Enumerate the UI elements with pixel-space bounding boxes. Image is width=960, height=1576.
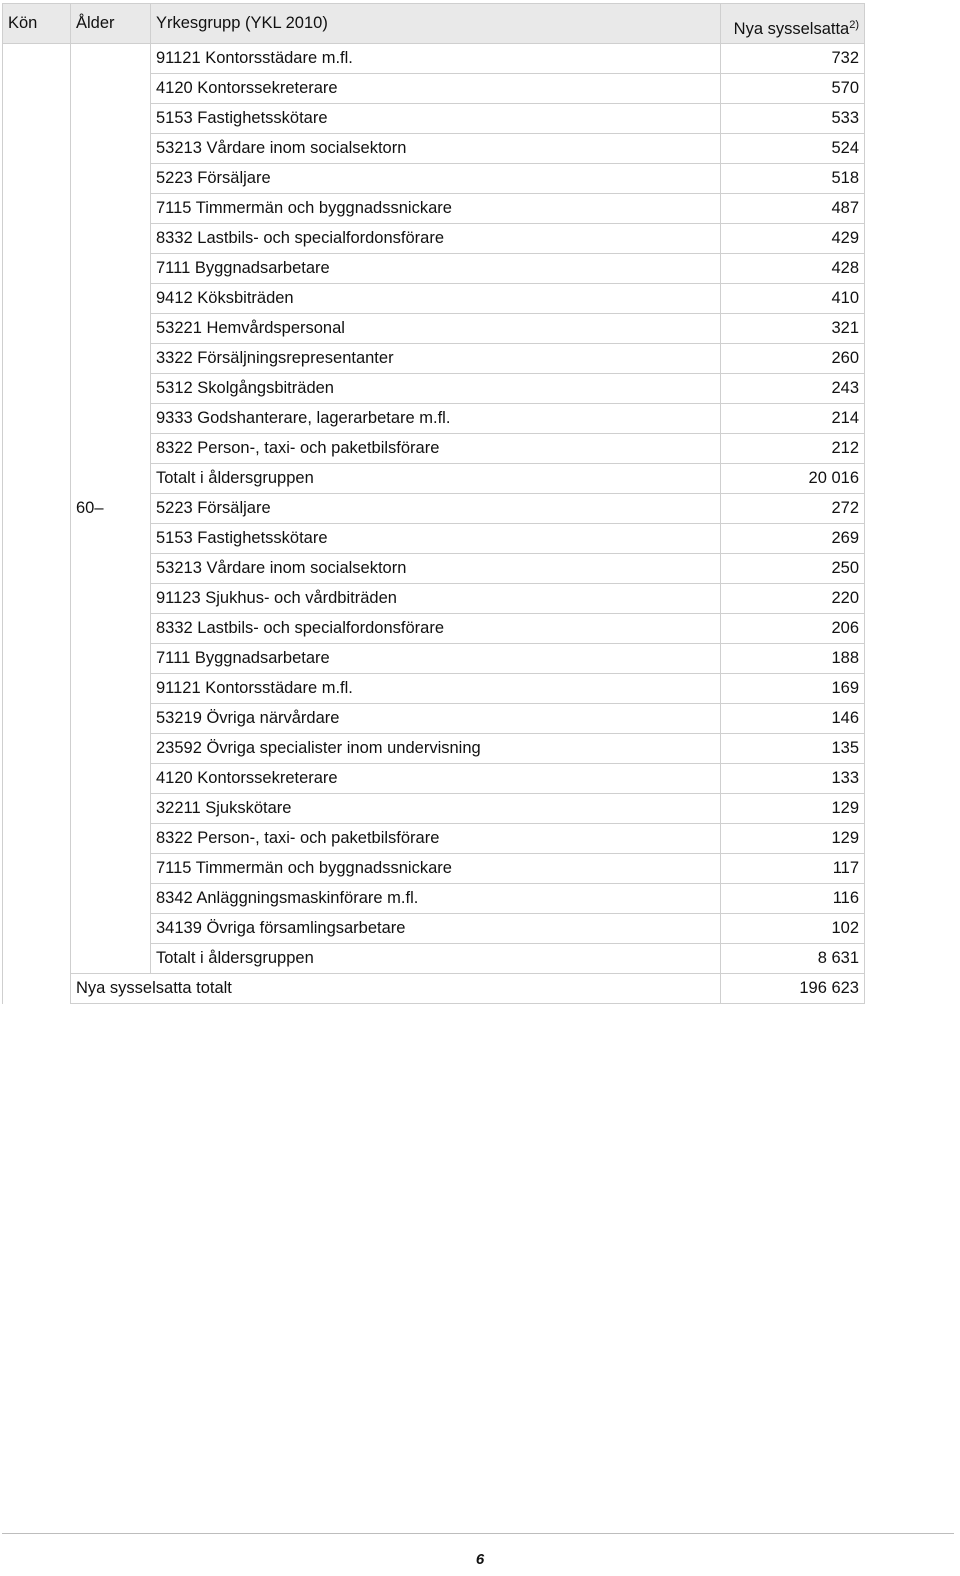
table-row xyxy=(3,734,865,764)
value-cell: 135 xyxy=(721,734,865,764)
value-cell: 570 xyxy=(721,74,865,104)
table-row xyxy=(3,674,865,704)
age-cell xyxy=(71,74,151,104)
kon-cell xyxy=(3,134,71,164)
table-row xyxy=(3,344,865,374)
value-cell: 117 xyxy=(721,854,865,884)
grand-total-value: 196 623 xyxy=(721,974,865,1004)
footer-divider xyxy=(2,1533,954,1534)
kon-cell xyxy=(3,674,71,704)
occupation-cell: Totalt i åldersgruppen xyxy=(151,944,721,974)
kon-cell xyxy=(3,104,71,134)
kon-cell xyxy=(3,464,71,494)
occupation-cell: 5153 Fastighetsskötare xyxy=(151,524,721,554)
occupation-cell: 7115 Timmermän och byggnadssnickare xyxy=(151,194,721,224)
age-cell xyxy=(71,254,151,284)
occupation-cell: 8342 Anläggningsmaskinförare m.fl. xyxy=(151,884,721,914)
age-cell xyxy=(71,854,151,884)
occupation-cell: 32211 Sjukskötare xyxy=(151,794,721,824)
occupation-cell: 34139 Övriga församlingsarbetare xyxy=(151,914,721,944)
value-cell: 20 016 xyxy=(721,464,865,494)
kon-cell xyxy=(3,284,71,314)
table-row xyxy=(3,824,865,854)
group-total-row xyxy=(3,464,865,494)
age-cell xyxy=(71,914,151,944)
occupation-cell: 8332 Lastbils- och specialfordonsförare xyxy=(151,224,721,254)
value-cell: 102 xyxy=(721,914,865,944)
value-cell: 188 xyxy=(721,644,865,674)
table-row xyxy=(3,434,865,464)
table-row xyxy=(3,254,865,284)
age-cell xyxy=(71,734,151,764)
occupation-cell: 9412 Köksbiträden xyxy=(151,284,721,314)
occupation-cell: 53213 Vårdare inom socialsektorn xyxy=(151,554,721,584)
age-cell xyxy=(71,44,151,74)
kon-cell xyxy=(3,404,71,434)
table-row xyxy=(3,524,865,554)
kon-cell xyxy=(3,584,71,614)
kon-cell xyxy=(3,224,71,254)
footnote-marker: 2) xyxy=(849,19,859,31)
age-cell xyxy=(71,884,151,914)
kon-cell xyxy=(3,824,71,854)
age-cell xyxy=(71,104,151,134)
value-cell: 116 xyxy=(721,884,865,914)
occupation-cell: 3322 Försäljningsrepresentanter xyxy=(151,344,721,374)
age-cell xyxy=(71,644,151,674)
table-row xyxy=(3,374,865,404)
occupation-cell: Totalt i åldersgruppen xyxy=(151,464,721,494)
kon-cell xyxy=(3,314,71,344)
table-row xyxy=(3,794,865,824)
header-nya-sysselsatta xyxy=(721,4,865,44)
age-cell xyxy=(71,344,151,374)
occupation-cell: 91121 Kontorsstädare m.fl. xyxy=(151,674,721,704)
table-body xyxy=(3,44,865,1004)
age-cell xyxy=(71,764,151,794)
occupation-cell: 5312 Skolgångsbiträden xyxy=(151,374,721,404)
value-cell: 260 xyxy=(721,344,865,374)
age-cell xyxy=(71,164,151,194)
value-cell: 133 xyxy=(721,764,865,794)
age-cell xyxy=(71,314,151,344)
table-row xyxy=(3,404,865,434)
occupation-cell: 5223 Försäljare xyxy=(151,494,721,524)
value-cell: 732 xyxy=(721,44,865,74)
employment-table xyxy=(2,3,865,1004)
kon-cell xyxy=(3,374,71,404)
group-total-row xyxy=(3,944,865,974)
occupation-cell: 7115 Timmermän och byggnadssnickare xyxy=(151,854,721,884)
table-row xyxy=(3,224,865,254)
kon-cell xyxy=(3,704,71,734)
occupation-cell: 53213 Vårdare inom socialsektorn xyxy=(151,134,721,164)
age-cell xyxy=(71,404,151,434)
value-cell: 429 xyxy=(721,224,865,254)
table-row xyxy=(3,104,865,134)
kon-cell xyxy=(3,164,71,194)
table-row xyxy=(3,314,865,344)
value-cell: 214 xyxy=(721,404,865,434)
occupation-cell: 5153 Fastighetsskötare xyxy=(151,104,721,134)
age-cell xyxy=(71,524,151,554)
kon-cell xyxy=(3,74,71,104)
value-cell: 487 xyxy=(721,194,865,224)
age-cell xyxy=(71,224,151,254)
table-row xyxy=(3,554,865,584)
age-cell xyxy=(71,794,151,824)
value-cell: 272 xyxy=(721,494,865,524)
value-cell: 524 xyxy=(721,134,865,164)
occupation-cell: 8322 Person-, taxi- och paketbilsförare xyxy=(151,434,721,464)
age-cell xyxy=(71,434,151,464)
value-cell: 250 xyxy=(721,554,865,584)
table-row xyxy=(3,884,865,914)
kon-cell xyxy=(3,554,71,584)
kon-cell xyxy=(3,644,71,674)
value-cell: 129 xyxy=(721,824,865,854)
value-cell: 220 xyxy=(721,584,865,614)
kon-cell xyxy=(3,434,71,464)
value-cell: 8 631 xyxy=(721,944,865,974)
table-row xyxy=(3,704,865,734)
kon-cell xyxy=(3,254,71,284)
kon-cell xyxy=(3,764,71,794)
kon-cell xyxy=(3,44,71,74)
age-cell xyxy=(71,704,151,734)
age-cell: 60– xyxy=(71,494,151,524)
value-cell: 428 xyxy=(721,254,865,284)
kon-cell xyxy=(3,914,71,944)
table-row xyxy=(3,284,865,314)
kon-cell xyxy=(3,974,71,1004)
kon-cell xyxy=(3,734,71,764)
value-cell: 533 xyxy=(721,104,865,134)
age-cell xyxy=(71,194,151,224)
table-row xyxy=(3,914,865,944)
kon-cell xyxy=(3,344,71,374)
table-row xyxy=(3,164,865,194)
kon-cell xyxy=(3,944,71,974)
occupation-cell: 9333 Godshanterare, lagerarbetare m.fl. xyxy=(151,404,721,434)
table-row xyxy=(3,74,865,104)
table-row xyxy=(3,584,865,614)
age-cell xyxy=(71,674,151,704)
value-cell: 129 xyxy=(721,794,865,824)
kon-cell xyxy=(3,794,71,824)
kon-cell xyxy=(3,884,71,914)
kon-cell xyxy=(3,494,71,524)
age-cell xyxy=(71,554,151,584)
value-cell: 321 xyxy=(721,314,865,344)
age-cell xyxy=(71,614,151,644)
kon-cell xyxy=(3,614,71,644)
table-row xyxy=(3,854,865,884)
table-row xyxy=(3,614,865,644)
kon-cell xyxy=(3,194,71,224)
occupation-cell: 5223 Försäljare xyxy=(151,164,721,194)
kon-cell xyxy=(3,854,71,884)
value-cell: 212 xyxy=(721,434,865,464)
value-cell: 146 xyxy=(721,704,865,734)
age-cell xyxy=(71,944,151,974)
age-cell xyxy=(71,374,151,404)
age-cell xyxy=(71,464,151,494)
age-cell xyxy=(71,824,151,854)
occupation-cell: 91121 Kontorsstädare m.fl. xyxy=(151,44,721,74)
occupation-cell: 53219 Övriga närvårdare xyxy=(151,704,721,734)
value-cell: 243 xyxy=(721,374,865,404)
occupation-cell: 7111 Byggnadsarbetare xyxy=(151,254,721,284)
value-cell: 206 xyxy=(721,614,865,644)
value-cell: 410 xyxy=(721,284,865,314)
occupation-cell: 23592 Övriga specialister inom undervisning xyxy=(151,734,721,764)
table-row xyxy=(3,194,865,224)
header-row xyxy=(3,4,865,44)
grand-total-row xyxy=(3,974,865,1004)
age-cell xyxy=(71,134,151,164)
occupation-cell: 91123 Sjukhus- och vårdbiträden xyxy=(151,584,721,614)
occupation-cell: 53221 Hemvårdspersonal xyxy=(151,314,721,344)
table-row xyxy=(3,494,865,524)
table-row xyxy=(3,44,865,74)
header-kon: Kön xyxy=(3,4,71,44)
value-cell: 169 xyxy=(721,674,865,704)
occupation-cell: 8322 Person-, taxi- och paketbilsförare xyxy=(151,824,721,854)
header-yrkesgrupp: Yrkesgrupp (YKL 2010) xyxy=(151,4,721,44)
page-number: 6 xyxy=(475,1551,485,1568)
header-nya-label: Nya sysselsatta xyxy=(733,20,850,38)
occupation-cell: 4120 Kontorssekreterare xyxy=(151,74,721,104)
occupation-cell: 7111 Byggnadsarbetare xyxy=(151,644,721,674)
kon-cell xyxy=(3,524,71,554)
value-cell: 269 xyxy=(721,524,865,554)
occupation-cell: 4120 Kontorssekreterare xyxy=(151,764,721,794)
value-cell: 518 xyxy=(721,164,865,194)
table-row xyxy=(3,764,865,794)
age-cell xyxy=(71,584,151,614)
occupation-cell: 8332 Lastbils- och specialfordonsförare xyxy=(151,614,721,644)
grand-total-label: Nya sysselsatta totalt xyxy=(71,974,721,1004)
age-cell xyxy=(71,284,151,314)
header-alder: Ålder xyxy=(71,4,151,44)
table-row xyxy=(3,644,865,674)
table-row xyxy=(3,134,865,164)
